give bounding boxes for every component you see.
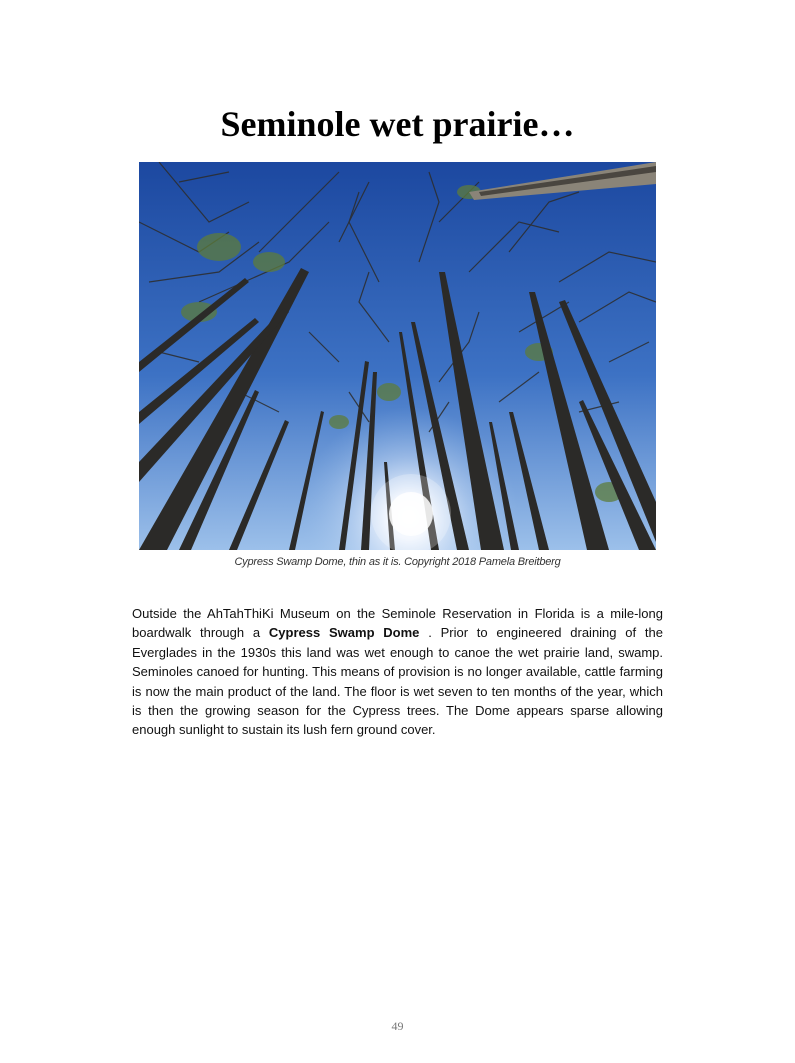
cypress-swamp-dome-term: Cypress Swamp Dome — [268, 625, 420, 641]
photo-caption: Cypress Swamp Dome, thin as it is. Copyright 2018 Pamela Breitberg — [234, 556, 561, 568]
body-paragraph — [132, 604, 663, 740]
cypress-trees-image — [139, 162, 656, 550]
page-number: 49 — [391, 1019, 404, 1033]
page-title: Seminole wet prairie… — [220, 104, 575, 144]
cypress-swamp-photo — [139, 162, 656, 550]
paragraph-text-end: . Prior to engineered draining of the Everglades in the 1930s this land was wet enough to canoe the wet prairie land, swamp. Seminoles canoed for hunting. This means of provision is no longer available, cattle farming is now the main product of the land. The floor is wet seven to ten months of the year, which is then the growing season for the Cypress trees. The Dome appears sparse allowing enough sunlight to sustain its lush fern ground cover. — [132, 625, 663, 738]
paragraph-text-start: Outside the AhTahThiKi Museum on the Seminole Reservation in Florida is a mile-long boardwalk through a — [132, 606, 663, 641]
